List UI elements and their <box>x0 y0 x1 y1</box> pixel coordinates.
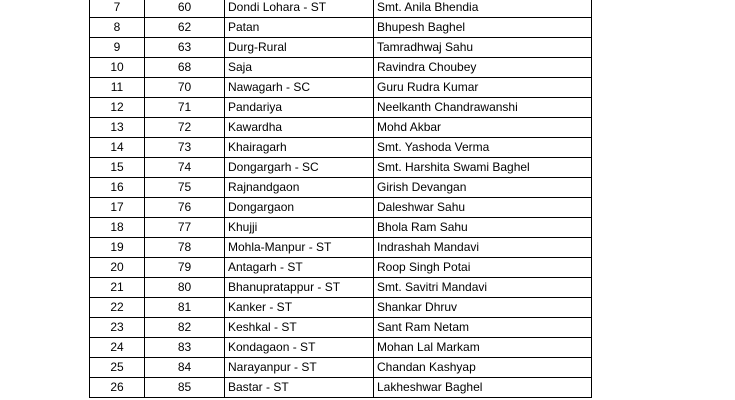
constituency-name-cell: Kondagaon - ST <box>225 338 374 358</box>
constituency-number-cell: 76 <box>145 198 225 218</box>
serial-number-cell: 16 <box>90 178 145 198</box>
constituency-name-cell: Bhanupratappur - ST <box>225 278 374 298</box>
table-row <box>90 18 592 38</box>
candidate-name-cell: Guru Rudra Kumar <box>374 78 592 98</box>
serial-number-cell: 23 <box>90 318 145 338</box>
serial-number-cell: 7 <box>90 0 145 18</box>
table-row <box>90 278 592 298</box>
constituency-name-cell: Kawardha <box>225 118 374 138</box>
candidate-table-body <box>90 0 592 398</box>
constituency-number-cell: 70 <box>145 78 225 98</box>
constituency-name-cell: Saja <box>225 58 374 78</box>
constituency-number-cell: 84 <box>145 358 225 378</box>
constituency-number-cell: 72 <box>145 118 225 138</box>
table-row <box>90 318 592 338</box>
serial-number-cell: 19 <box>90 238 145 258</box>
table-row <box>90 38 592 58</box>
candidate-name-cell: Ravindra Choubey <box>374 58 592 78</box>
candidate-name-cell: Tamradhwaj Sahu <box>374 38 592 58</box>
constituency-number-cell: 85 <box>145 378 225 398</box>
serial-number-cell: 18 <box>90 218 145 238</box>
candidate-name-cell: Daleshwar Sahu <box>374 198 592 218</box>
table-row <box>90 198 592 218</box>
constituency-number-cell: 74 <box>145 158 225 178</box>
serial-number-cell: 9 <box>90 38 145 58</box>
candidate-name-cell: Smt. Anila Bhendia <box>374 0 592 18</box>
constituency-name-cell: Kanker - ST <box>225 298 374 318</box>
constituency-number-cell: 73 <box>145 138 225 158</box>
constituency-number-cell: 81 <box>145 298 225 318</box>
constituency-number-cell: 71 <box>145 98 225 118</box>
constituency-name-cell: Dongargaon <box>225 198 374 218</box>
table-row <box>90 158 592 178</box>
constituency-number-cell: 60 <box>145 0 225 18</box>
table-row <box>90 178 592 198</box>
serial-number-cell: 15 <box>90 158 145 178</box>
constituency-number-cell: 77 <box>145 218 225 238</box>
constituency-number-cell: 83 <box>145 338 225 358</box>
candidate-name-cell: Mohan Lal Markam <box>374 338 592 358</box>
serial-number-cell: 26 <box>90 378 145 398</box>
constituency-number-cell: 82 <box>145 318 225 338</box>
constituency-number-cell: 78 <box>145 238 225 258</box>
serial-number-cell: 10 <box>90 58 145 78</box>
constituency-number-cell: 79 <box>145 258 225 278</box>
constituency-number-cell: 80 <box>145 278 225 298</box>
serial-number-cell: 11 <box>90 78 145 98</box>
candidate-name-cell: Smt. Harshita Swami Baghel <box>374 158 592 178</box>
table-row <box>90 258 592 278</box>
candidate-name-cell: Shankar Dhruv <box>374 298 592 318</box>
serial-number-cell: 13 <box>90 118 145 138</box>
candidate-name-cell: Lakheshwar Baghel <box>374 378 592 398</box>
constituency-name-cell: Bastar - ST <box>225 378 374 398</box>
table-row <box>90 98 592 118</box>
constituency-name-cell: Dondi Lohara - ST <box>225 0 374 18</box>
table-row <box>90 338 592 358</box>
constituency-name-cell: Dongargarh - SC <box>225 158 374 178</box>
table-row <box>90 298 592 318</box>
table-row <box>90 118 592 138</box>
constituency-name-cell: Nawagarh - SC <box>225 78 374 98</box>
serial-number-cell: 22 <box>90 298 145 318</box>
serial-number-cell: 17 <box>90 198 145 218</box>
candidate-name-cell: Indrashah Mandavi <box>374 238 592 258</box>
candidate-name-cell: Roop Singh Potai <box>374 258 592 278</box>
serial-number-cell: 8 <box>90 18 145 38</box>
candidate-name-cell: Chandan Kashyap <box>374 358 592 378</box>
candidate-name-cell: Girish Devangan <box>374 178 592 198</box>
serial-number-cell: 12 <box>90 98 145 118</box>
constituency-name-cell: Rajnandgaon <box>225 178 374 198</box>
constituency-name-cell: Antagarh - ST <box>225 258 374 278</box>
candidate-table <box>89 0 592 398</box>
constituency-name-cell: Patan <box>225 18 374 38</box>
serial-number-cell: 25 <box>90 358 145 378</box>
candidate-name-cell: Smt. Savitri Mandavi <box>374 278 592 298</box>
constituency-number-cell: 68 <box>145 58 225 78</box>
candidate-name-cell: Mohd Akbar <box>374 118 592 138</box>
table-row <box>90 378 592 398</box>
table-row <box>90 0 592 18</box>
constituency-name-cell: Khairagarh <box>225 138 374 158</box>
candidate-name-cell: Smt. Yashoda Verma <box>374 138 592 158</box>
serial-number-cell: 24 <box>90 338 145 358</box>
constituency-name-cell: Khujji <box>225 218 374 238</box>
constituency-name-cell: Keshkal - ST <box>225 318 374 338</box>
table-row <box>90 58 592 78</box>
table-row <box>90 218 592 238</box>
candidate-name-cell: Neelkanth Chandrawanshi <box>374 98 592 118</box>
table-row <box>90 78 592 98</box>
constituency-number-cell: 62 <box>145 18 225 38</box>
candidate-name-cell: Sant Ram Netam <box>374 318 592 338</box>
table-row <box>90 138 592 158</box>
serial-number-cell: 20 <box>90 258 145 278</box>
constituency-name-cell: Durg-Rural <box>225 38 374 58</box>
candidate-name-cell: Bhola Ram Sahu <box>374 218 592 238</box>
serial-number-cell: 14 <box>90 138 145 158</box>
constituency-name-cell: Pandariya <box>225 98 374 118</box>
constituency-number-cell: 63 <box>145 38 225 58</box>
table-row <box>90 358 592 378</box>
table-row <box>90 238 592 258</box>
constituency-name-cell: Narayanpur - ST <box>225 358 374 378</box>
constituency-name-cell: Mohla-Manpur - ST <box>225 238 374 258</box>
serial-number-cell: 21 <box>90 278 145 298</box>
candidate-name-cell: Bhupesh Baghel <box>374 18 592 38</box>
constituency-number-cell: 75 <box>145 178 225 198</box>
